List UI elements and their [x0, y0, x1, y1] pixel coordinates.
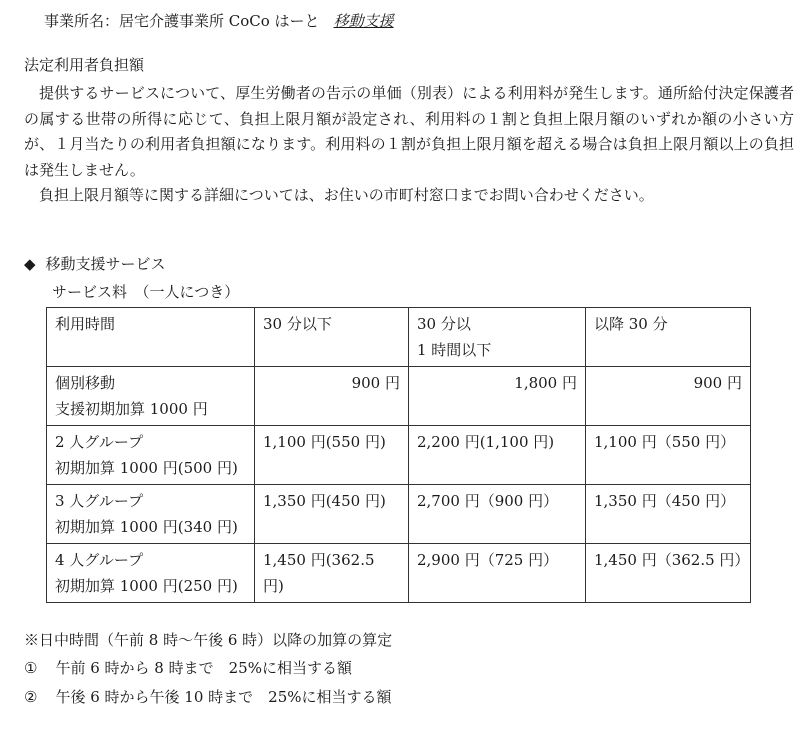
cell-value: 1,350 円（450 円）: [586, 485, 751, 544]
note-item-1-text: 午前 6 時から 8 時まで 25%に相当する額: [55, 659, 352, 677]
table-row: [47, 544, 751, 603]
table-row: [47, 485, 751, 544]
note-item-1: [24, 658, 352, 678]
header-cell-after30: 以降 30 分: [586, 308, 751, 367]
note-item-2-text: 午後 6 時から午後 10 時まで 25%に相当する額: [55, 688, 392, 706]
cell-value: 1,100 円（550 円）: [586, 426, 751, 485]
cell-value: 1,350 円(450 円): [255, 485, 409, 544]
header-cell-under30: 30 分以下: [255, 308, 409, 367]
office-line: [44, 11, 394, 31]
cell-value: 1,450 円(362.5 円): [255, 544, 409, 603]
cell-value: 2,900 円（725 円）: [409, 544, 586, 603]
header-cell-time: 利用時間: [47, 308, 255, 367]
service-title: 移動支援サービス: [45, 255, 166, 273]
row-label: 2 人グループ 初期加算 1000 円(500 円): [47, 426, 255, 485]
note-item-2: [24, 687, 392, 707]
cell-value: 2,700 円（900 円）: [409, 485, 586, 544]
service-name: 移動支援: [333, 12, 394, 30]
cell-value: 1,450 円（362.5 円）: [586, 544, 751, 603]
circled-two-icon: ②: [24, 688, 38, 706]
diamond-bullet-icon: ◆: [24, 255, 36, 273]
section-body: [24, 81, 794, 209]
cell-value: 1,800 円: [409, 367, 586, 426]
row-label: 個別移動 支援初期加算 1000 円: [47, 367, 255, 426]
row-label: 3 人グループ 初期加算 1000 円(340 円): [47, 485, 255, 544]
section-title: 法定利用者負担額: [24, 56, 145, 74]
cell-value: 2,200 円(1,100 円): [409, 426, 586, 485]
service-heading: [24, 254, 166, 274]
paragraph-2: 負担上限月額等に関する詳細については、お住いの市町村窓口までお問い合わせください。: [39, 186, 654, 204]
row-label: 4 人グループ 初期加算 1000 円(250 円): [47, 544, 255, 603]
table-row: [47, 426, 751, 485]
cell-value: 900 円: [255, 367, 409, 426]
fee-caption: サービス料 （一人につき）: [52, 283, 240, 301]
circled-one-icon: ①: [24, 659, 38, 677]
table-header-row: [47, 308, 751, 367]
table-row: [47, 367, 751, 426]
paragraph-1: 提供するサービスについて、厚生労働者の告示の単価（別表）による利用料が発生します。通所給付決定保護者の属する世帯の所得に応じて、負担上限月額が設定され、利用料の１割と負担上限月額のいずれか額の小さい方が、１月当たりの利用者負担額になります。利用料の１割が負担上限月額を超える場合は負担上限月額以上の負担は発生しません。: [24, 84, 794, 179]
notes-title: ※日中時間（午前 8 時〜午後 6 時）以降の加算の算定: [24, 631, 393, 649]
header-cell-30to60: 30 分以 1 時間以下: [409, 308, 586, 367]
office-label: 事業所名：居宅介護事業所 CoCo はーと: [44, 12, 320, 30]
fee-table: [46, 307, 751, 603]
cell-value: 900 円: [586, 367, 751, 426]
cell-value: 1,100 円(550 円): [255, 426, 409, 485]
